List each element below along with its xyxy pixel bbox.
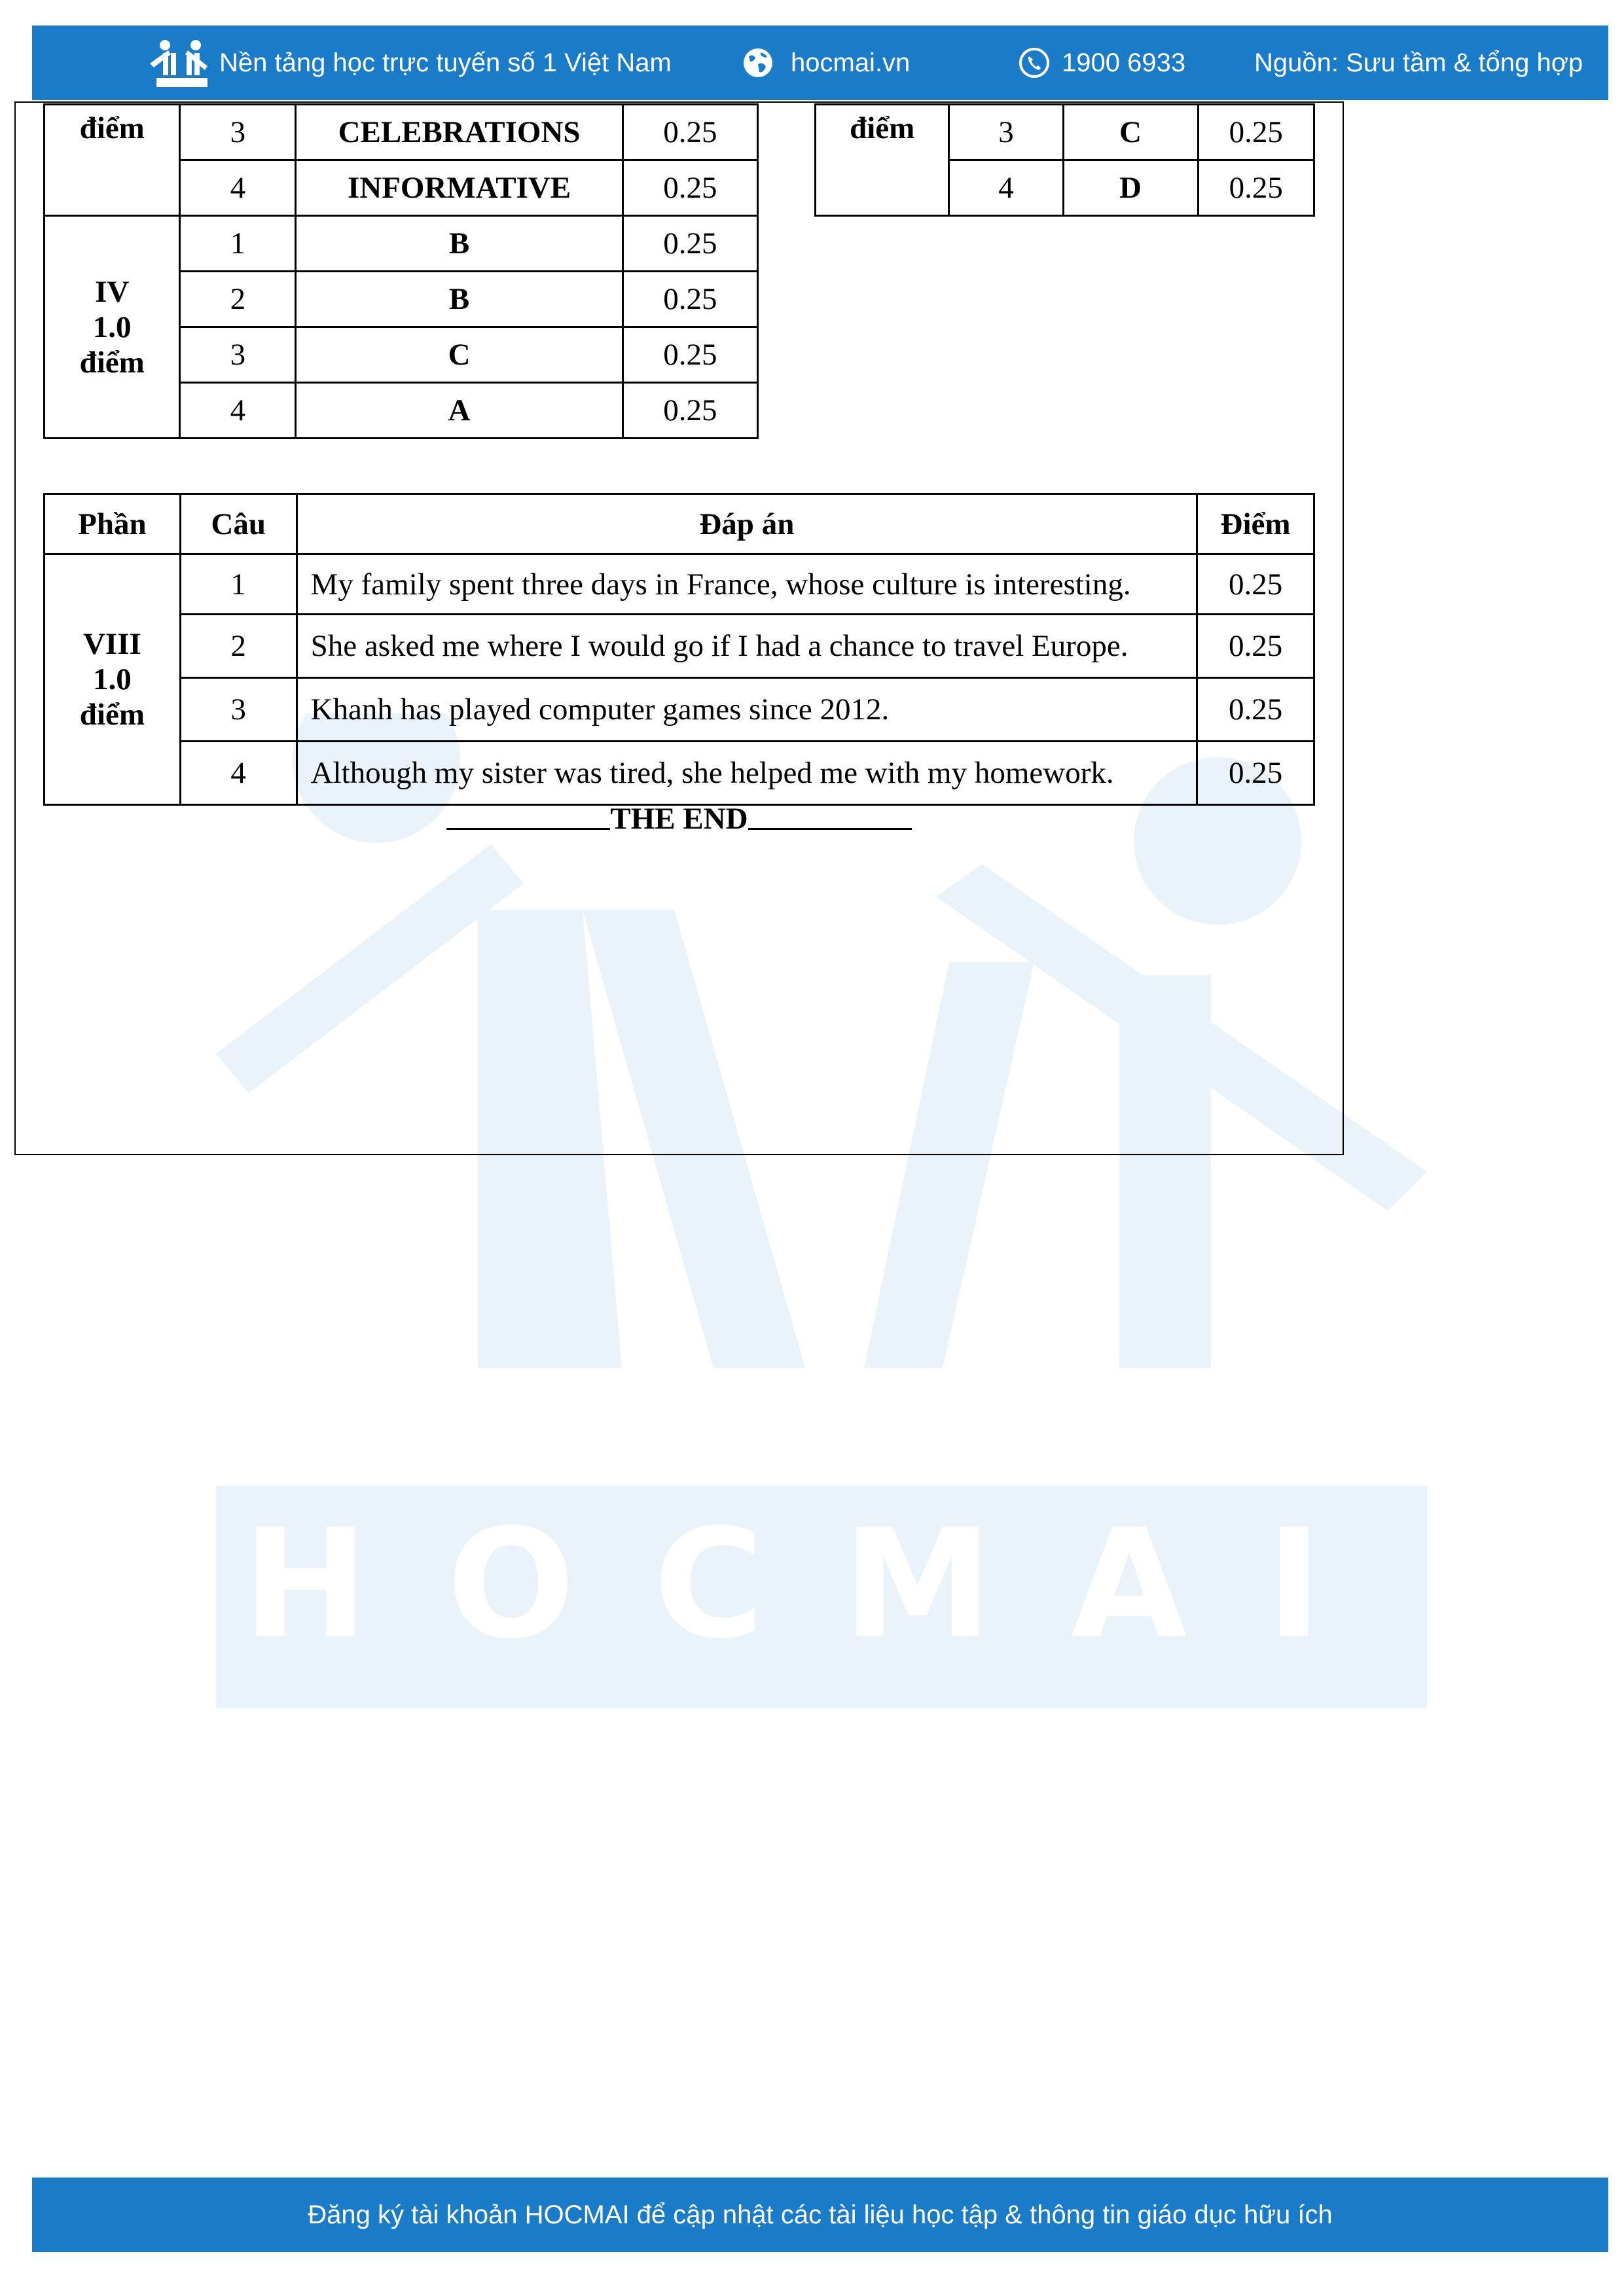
answer-table-top-right: [814, 103, 1315, 217]
question-number: 3: [180, 678, 297, 742]
end-line-right: [748, 828, 912, 830]
question-number: 2: [180, 615, 297, 678]
header-part: Phần: [45, 494, 181, 554]
part-total: 1.0: [93, 662, 132, 696]
answer-cell: D: [1063, 160, 1198, 216]
part-roman: VIII: [82, 627, 141, 661]
question-number: 1: [180, 554, 297, 615]
question-number: 4: [949, 160, 1063, 216]
table-header-row: [45, 494, 1314, 554]
the-end-marker: [442, 797, 916, 836]
phone-icon: [1019, 47, 1050, 79]
question-number: 3: [180, 327, 296, 383]
website-link[interactable]: [742, 26, 910, 100]
part-cell-continued: điểm: [45, 105, 180, 216]
question-number: 4: [180, 383, 296, 439]
slogan-text: Nền tảng học trực tuyến số 1 Việt Nam: [219, 48, 672, 77]
question-number: 4: [180, 160, 296, 216]
part-total: 1.0: [92, 310, 132, 344]
question-number: 3: [949, 105, 1063, 160]
part-roman: IV: [95, 274, 130, 309]
answer-sentence: Although my sister was tired, she helped me with my homework.: [297, 742, 1197, 805]
points-cell: 0.25: [1198, 160, 1314, 216]
table-row: [45, 216, 758, 272]
part-unit: điểm: [79, 698, 145, 732]
answer-cell: C: [296, 327, 623, 383]
question-number: 4: [180, 742, 297, 805]
points-cell: 0.25: [623, 160, 757, 216]
points-cell: 0.25: [1197, 678, 1314, 742]
part-cell-continued: điểm: [816, 105, 949, 216]
answer-cell: B: [296, 272, 623, 327]
points-cell: 0.25: [1197, 742, 1314, 805]
answer-cell: CELEBRATIONS: [296, 105, 623, 160]
answer-table-viii: [43, 493, 1315, 806]
answer-cell: A: [296, 383, 623, 439]
footer-bar: [32, 2178, 1608, 2252]
points-cell: 0.25: [623, 216, 757, 272]
points-cell: 0.25: [1197, 554, 1314, 615]
points-cell: 0.25: [623, 272, 757, 327]
answer-sentence: Khanh has played computer games since 2012.: [297, 678, 1197, 742]
table-row: [45, 615, 1314, 678]
answer-cell: C: [1063, 105, 1198, 160]
table-row: [816, 105, 1314, 160]
table-row: [45, 554, 1314, 615]
footer-text: Đăng ký tài khoản HOCMAI để cập nhật các tài liệu học tập & thông tin giáo dục hữu ích: [308, 2200, 1333, 2229]
header-answer: Đáp án: [297, 494, 1197, 554]
answer-cell: INFORMATIVE: [296, 160, 623, 216]
part-cell-viii: [45, 554, 181, 805]
table-row: [45, 105, 758, 160]
globe-icon: [742, 47, 774, 79]
part-cell-iv: [45, 216, 180, 439]
table-row: [45, 678, 1314, 742]
points-cell: 0.25: [623, 327, 757, 383]
question-number: 1: [180, 216, 296, 272]
points-cell: 0.25: [623, 383, 757, 439]
hocmai-logo-icon: [149, 37, 214, 90]
phone-link[interactable]: [1019, 26, 1185, 100]
end-line-left: [446, 828, 610, 830]
the-end-text: THE END: [610, 802, 748, 836]
phone-text: 1900 6933: [1062, 48, 1186, 77]
header-points: Điểm: [1197, 494, 1314, 554]
answer-sentence: My family spent three days in France, whose culture is interesting.: [297, 554, 1197, 615]
question-number: 3: [180, 105, 296, 160]
part-unit: điểm: [79, 345, 145, 380]
question-number: 2: [180, 272, 296, 327]
answer-cell: B: [296, 216, 623, 272]
table-row: [45, 742, 1314, 805]
watermark-text: HOCMAI: [242, 1498, 1401, 1672]
top-header-bar: [32, 26, 1608, 100]
points-cell: 0.25: [623, 105, 757, 160]
answer-sentence: She asked me where I would go if I had a chance to travel Europe.: [297, 615, 1197, 678]
header-question: Câu: [180, 494, 297, 554]
source-text: Nguồn: Sưu tầm & tổng hợp: [1254, 48, 1583, 77]
answer-table-top-left: [43, 103, 759, 439]
website-text: hocmai.vn: [791, 48, 911, 77]
points-cell: 0.25: [1198, 105, 1314, 160]
points-cell: 0.25: [1197, 615, 1314, 678]
